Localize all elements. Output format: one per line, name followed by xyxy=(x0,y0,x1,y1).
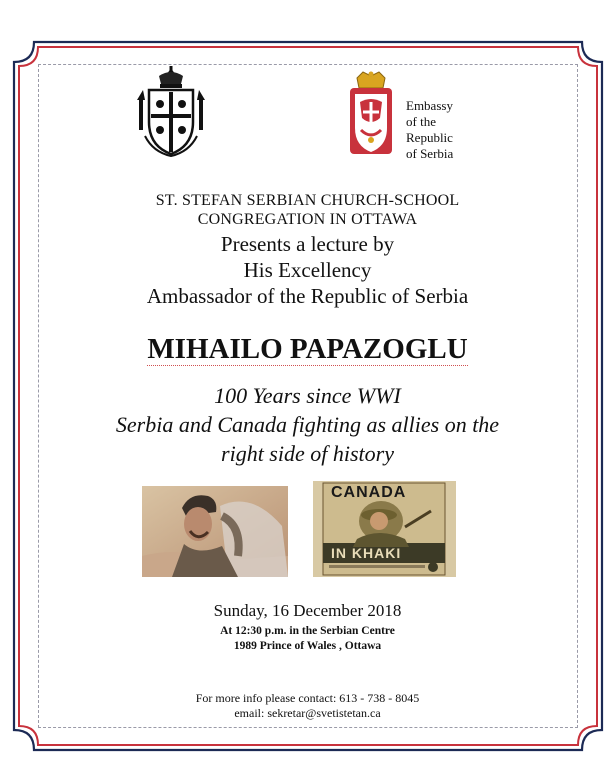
embassy-line: of the xyxy=(406,114,436,129)
contact-email: email: sekretar@svetistetan.ca xyxy=(234,706,381,720)
topic-line-3: right side of history xyxy=(221,441,394,466)
event-address: 1989 Prince of Wales , Ottawa xyxy=(233,640,382,652)
event-date: Sunday, 16 December 2018 xyxy=(213,601,402,620)
poster-heading: CANADA xyxy=(331,484,407,501)
serbian-soldier-painting xyxy=(142,486,288,577)
speaker-role: Ambassador of the Republic of Serbia xyxy=(146,284,469,308)
speaker-name xyxy=(0,333,615,366)
topic-line-1: 100 Years since WWI xyxy=(214,383,401,408)
serbian-coat-of-arms-icon xyxy=(347,70,395,158)
speaker-name-text: MIHAILO PAPAZOGLU xyxy=(147,333,468,365)
embassy-line: of Serbia xyxy=(406,146,454,161)
organizer-line-1: ST. STEFAN SERBIAN CHURCH-SCHOOL xyxy=(155,192,460,209)
embassy-line: Embassy xyxy=(406,98,453,113)
organizer-line-2: CONGREGATION IN OTTAWA xyxy=(197,211,418,228)
embassy-line: Republic xyxy=(406,130,453,145)
topic-line-2: Serbia and Canada fighting as allies on the xyxy=(115,412,500,437)
presents-line: Presents a lecture by xyxy=(220,232,395,256)
poster-footer: IN KHAKI xyxy=(331,545,402,561)
speaker-title: His Excellency xyxy=(243,258,372,282)
canada-in-khaki-poster xyxy=(313,481,456,577)
embassy-label xyxy=(406,98,453,162)
contact-phone: For more info please contact: 613 - 738 - 8045 xyxy=(195,691,420,705)
event-time-place: At 12:30 p.m. in the Serbian Centre xyxy=(220,625,395,637)
church-coat-of-arms-icon xyxy=(133,66,209,158)
